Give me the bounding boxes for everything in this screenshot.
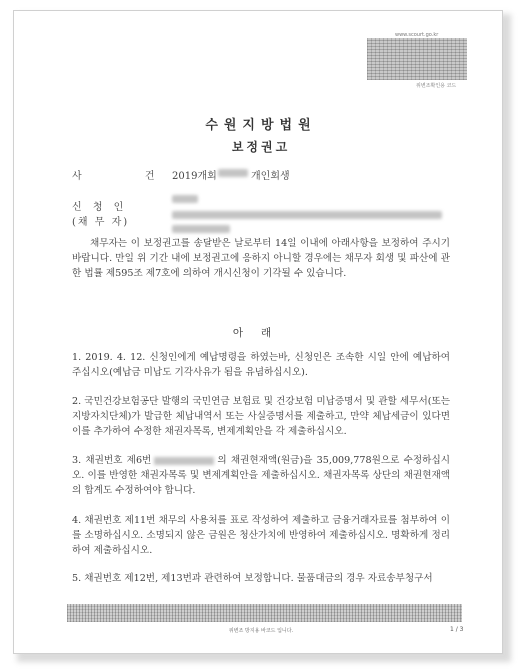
case-number-prefix: 2019개회	[172, 171, 217, 182]
intro-paragraph: 채무자는 이 보정권고를 송달받은 날로부터 14일 이내에 아래사항을 보정하여 주시기 바랍니다. 만일 위 기간 내에 보정권고에 응하지 아니할 경우에는 채무자 회생 및 파산에 관한 법률 제595조 제7호에 의하여 개시신청이 기각될 수 있습니다.	[72, 238, 450, 280]
item-3-rest: 의 채권현재액(원금)을 35,009,778원으로 수정하십시오. 이를 반영한 채권자목록 및 변제계획안을 제출하십시오. 채권자목록 상단의 채권현재액의 합계도 수정하여야 합니다.	[72, 455, 450, 497]
redacted-case-number	[218, 169, 248, 177]
case-label: 사 건	[72, 171, 185, 182]
anti-forgery-barcode	[67, 604, 462, 622]
stamp-caption: 위변조확인용 코드	[416, 83, 457, 89]
footer-caption: 위변조 방지용 바코드 입니다.	[228, 628, 294, 634]
redacted-creditor-name	[154, 457, 214, 465]
debtor-label: (채 무 자)	[72, 217, 130, 228]
section-title: 아래	[232, 327, 290, 339]
item-5: 5. 채권번호 제12번, 제13번과 관련하여 보정합니다. 물품대금의 경우 자료송부청구서	[72, 573, 433, 584]
applicant-label: 신 청 인	[72, 202, 128, 213]
item-1: 1. 2019. 4. 12. 신청인에게 예납명령을 하였는바, 신청인은 조속한 시일 안에 예납하여 주십시오(예납금 미납도 기각사유가 됨을 유념하십시오).	[72, 352, 450, 379]
case-type: 개인회생	[251, 171, 290, 182]
page-number: 1 / 3	[450, 626, 464, 633]
item-4: 4. 채권번호 제11번 채무의 사용처를 표로 작성하여 제출하고 금융거래자료를 첨부하여 이를 소명하십시오. 소명되지 않은 금원은 청산가치에 반영하여 제출하십시오. 명확하게 정리하여 제출하십시오.	[72, 515, 450, 557]
item-3-start: 3. 채권번호 제6번	[72, 455, 152, 466]
court-name: 수원지방법원	[205, 118, 317, 133]
item-3	[72, 453, 450, 499]
item-2: 2. 국민건강보험공단 발행의 국민연금 보험료 및 건강보험 미납증명서 및 관할 세무서(또는 지방자치단체)가 발급한 체납내역서 또는 사실증명서를 제출하고, 만약 체납세금이 있다면 이를 추가하여 수정한 채권자목록, 변제계획안을 각 제출하십시오.	[72, 396, 450, 438]
stamp-url: www.scourt.go.kr	[395, 32, 439, 38]
verification-code-stamp	[367, 38, 467, 80]
redacted-address-line-2	[172, 225, 230, 233]
redacted-applicant-address	[172, 211, 442, 219]
document-title: 보정권고	[231, 140, 291, 154]
redacted-applicant-name	[172, 195, 198, 203]
